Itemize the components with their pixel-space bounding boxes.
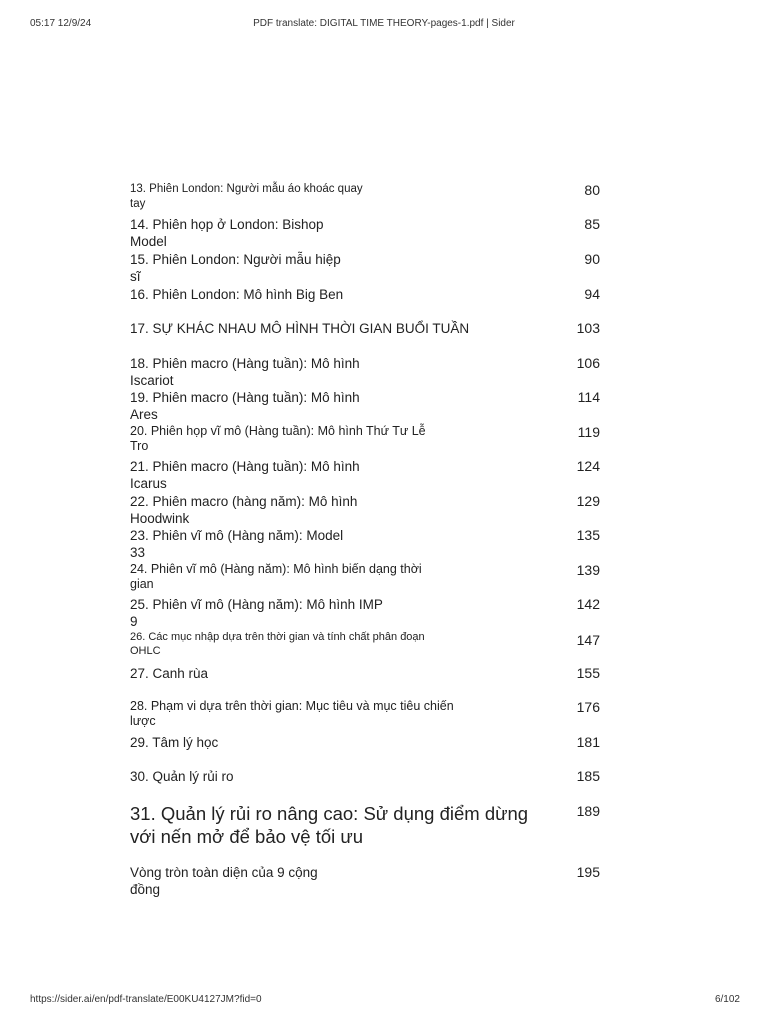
toc-entry-title	[130, 562, 422, 592]
toc-entry-title	[130, 320, 469, 337]
toc-title-line2: 33	[130, 545, 146, 560]
toc-entry-title	[130, 182, 363, 212]
toc-title-line1: 26. Các mục nhập dựa trên thời gian và tính chất phân đoạn	[130, 631, 425, 643]
toc-page-number: 85	[584, 216, 600, 232]
toc-entry-title	[130, 864, 318, 898]
toc-title-line1: 24. Phiên vĩ mô (Hàng năm): Mô hình biến dạng thời	[130, 562, 422, 576]
toc-page-number: 135	[576, 527, 600, 543]
toc-title-line1: 29. Tâm lý học	[130, 735, 219, 750]
toc-entry-title	[130, 251, 341, 285]
toc-entry-title	[130, 630, 425, 658]
toc-title-line2: 9	[130, 614, 138, 629]
toc-title-line2: gian	[130, 577, 154, 591]
toc-title-line1: 16. Phiên London: Mô hình Big Ben	[130, 287, 344, 302]
toc-title-line1: 17. SỰ KHÁC NHAU MÔ HÌNH THỜI GIAN BUỔI TUẦN	[130, 321, 470, 336]
toc-entry-title	[130, 216, 324, 250]
toc-title-line1: 28. Phạm vi dựa trên thời gian: Mục tiêu và mục tiêu chiến	[130, 699, 454, 713]
toc-page-number: 119	[577, 424, 600, 440]
toc-title-line2: Iscariot	[130, 373, 174, 388]
toc-entry-title	[130, 286, 343, 303]
toc-page-number: 129	[576, 493, 600, 509]
toc-title-line1: 14. Phiên họp ở London: Bishop	[130, 217, 324, 232]
toc-title-line2: với nến mở để bảo vệ tối ưu	[130, 826, 364, 847]
toc-title-line2: Ares	[130, 407, 158, 422]
print-page-title: PDF translate: DIGITAL TIME THEORY-pages-1.pdf | Sider	[253, 18, 515, 29]
toc-title-line2: lược	[130, 714, 156, 728]
toc-page-number: 94	[584, 286, 600, 302]
print-page-indicator: 6/102	[714, 994, 740, 1005]
toc-title-line1: 27. Canh rùa	[130, 666, 209, 681]
toc-title-line1: 20. Phiên họp vĩ mô (Hàng tuần): Mô hình Thứ Tư Lễ	[130, 424, 426, 438]
toc-title-line2: Icarus	[130, 476, 167, 491]
toc-entry-title	[130, 596, 383, 630]
toc-entry-title	[130, 458, 360, 492]
toc-title-line1: 15. Phiên London: Người mẫu hiệp	[130, 252, 341, 267]
toc-page-number: 176	[576, 699, 600, 715]
toc-title-line2: Model	[130, 234, 167, 249]
toc-title-line2: Hoodwink	[130, 511, 190, 526]
toc-page-number: 139	[576, 562, 600, 578]
print-datetime: 05:17 12/9/24	[30, 18, 92, 29]
toc-title-line2: đồng	[130, 882, 161, 897]
toc-entry-title	[130, 527, 343, 561]
toc-title-line1: 21. Phiên macro (Hàng tuần): Mô hình	[130, 459, 360, 474]
toc-entry-title	[130, 389, 360, 423]
toc-title-line2: sĩ	[130, 269, 141, 284]
toc-entry-title	[130, 355, 360, 389]
toc-entry-title	[130, 802, 528, 848]
toc-title-line1: 30. Quản lý rủi ro	[130, 769, 234, 784]
toc-page-number: 142	[576, 596, 600, 612]
toc-title-line1: Vòng tròn toàn diện của 9 cộng	[130, 865, 318, 880]
toc-entry-title	[130, 768, 234, 785]
toc-title-line1: 18. Phiên macro (Hàng tuần): Mô hình	[130, 356, 360, 371]
toc-page-number: 189	[576, 803, 600, 819]
toc-page-number: 106	[576, 355, 600, 371]
toc-page-number: 195	[576, 864, 600, 880]
toc-page-number: 90	[584, 251, 600, 267]
print-footer	[0, 994, 768, 1008]
toc-title-line1: 13. Phiên London: Người mẫu áo khoác quay	[130, 183, 363, 195]
toc-page-number: 114	[577, 389, 600, 405]
toc-entry-title	[130, 424, 426, 454]
toc-title-line2: OHLC	[130, 645, 161, 657]
toc-entry-title	[130, 699, 454, 729]
toc-page-number: 103	[576, 320, 600, 336]
toc-title-line1: 22. Phiên macro (hàng năm): Mô hình	[130, 494, 358, 509]
toc-entry-title	[130, 493, 357, 527]
toc-page-number: 80	[584, 182, 600, 198]
toc-title-line1: 25. Phiên vĩ mô (Hàng năm): Mô hình IMP	[130, 597, 383, 612]
toc-title-line1: 23. Phiên vĩ mô (Hàng năm): Model	[130, 528, 344, 543]
toc-title-line2: tay	[130, 198, 146, 210]
toc-title-line2: Tro	[130, 439, 149, 453]
toc-title-line1: 31. Quản lý rủi ro nâng cao: Sử dụng điểm dừng	[130, 803, 529, 824]
toc-entry-title	[130, 734, 218, 751]
toc-entry-title	[130, 665, 208, 682]
print-url: https://sider.ai/en/pdf-translate/E00KU4127JM?fid=0	[30, 994, 262, 1005]
toc-page-number: 181	[576, 734, 600, 750]
toc-page-number: 147	[576, 632, 600, 648]
toc-page-number: 155	[576, 665, 600, 681]
toc-page-number: 124	[576, 458, 600, 474]
toc-title-line1: 19. Phiên macro (Hàng tuần): Mô hình	[130, 390, 360, 405]
toc-page-number: 185	[576, 768, 600, 784]
